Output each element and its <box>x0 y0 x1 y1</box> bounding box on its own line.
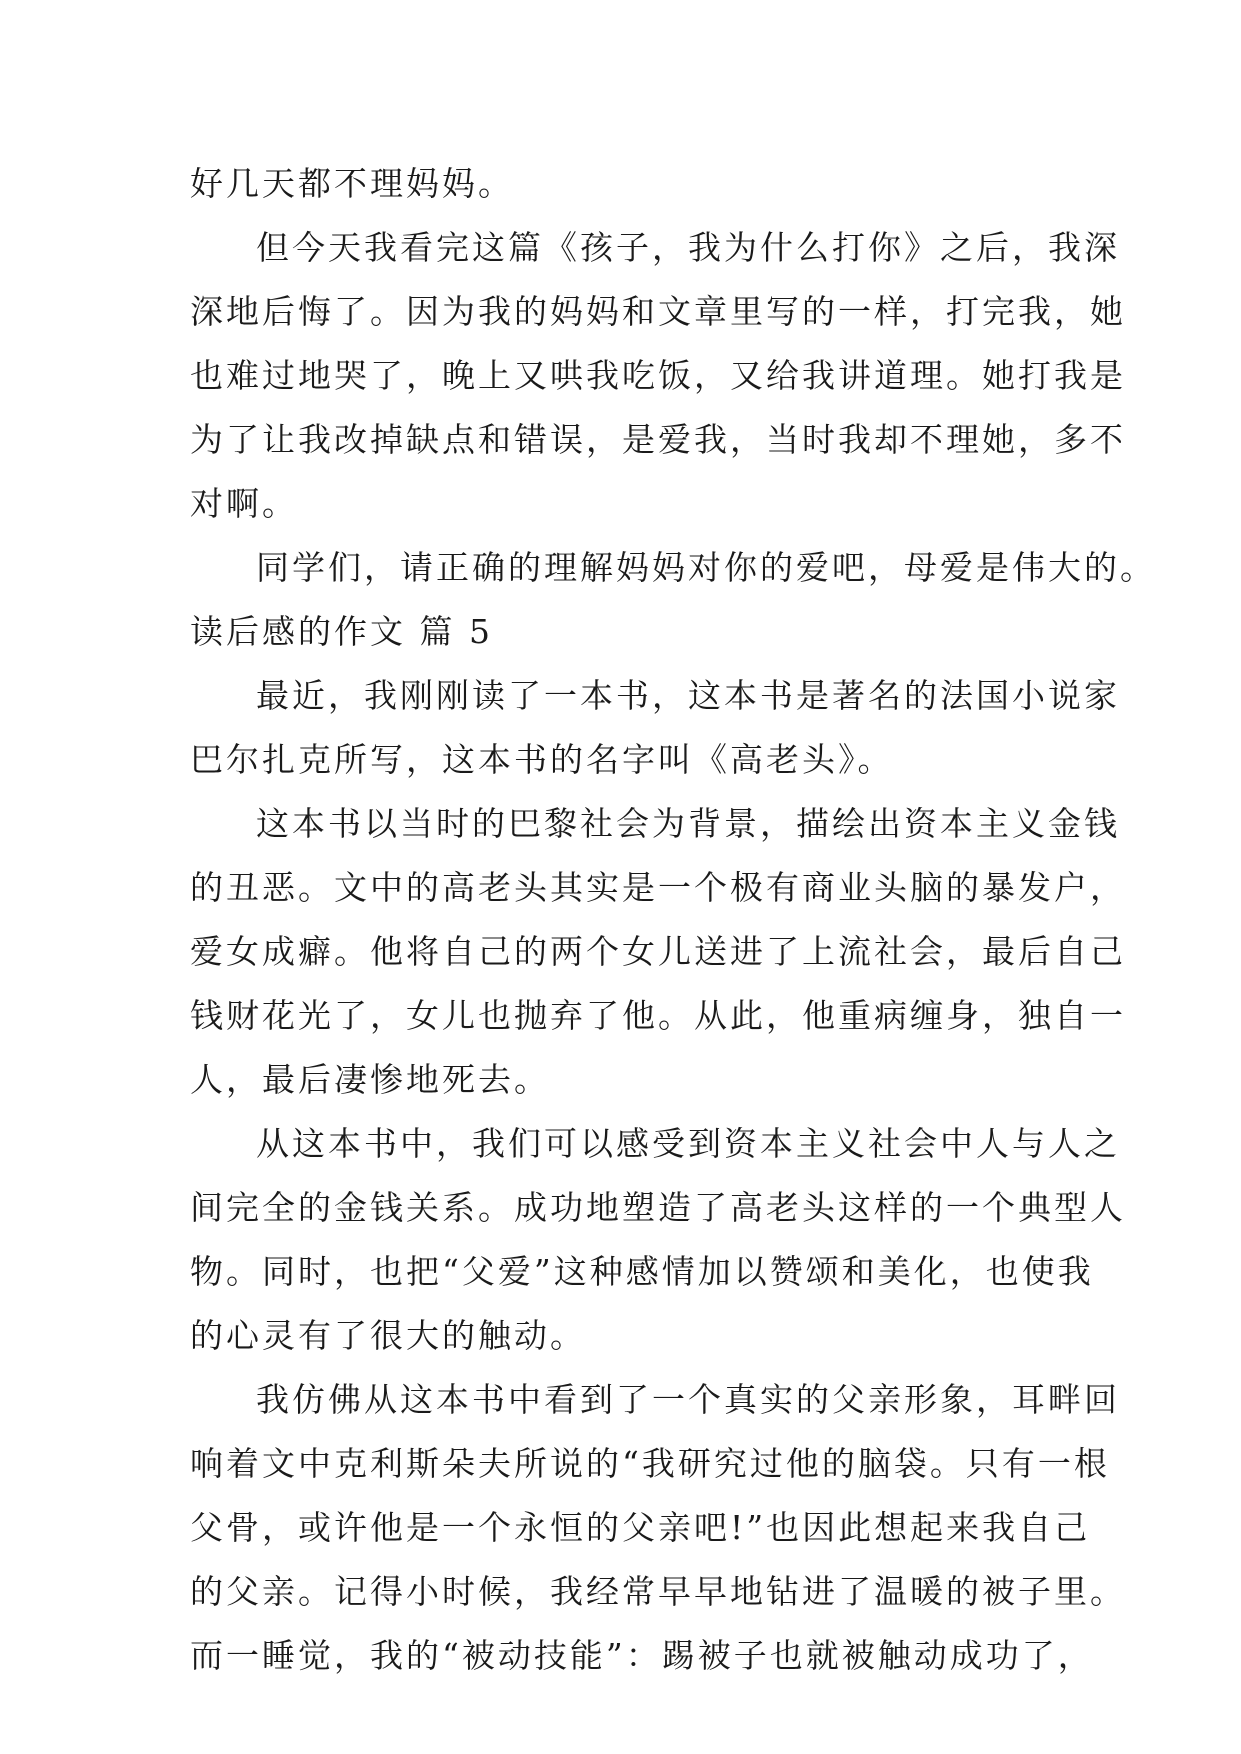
text-line: 爱女成癖。他将自己的两个女儿送进了上流社会，最后自己 <box>190 932 1126 971</box>
paragraph-start-line: 同学们，请正确的理解妈妈对你的爱吧，母爱是伟大的。 <box>256 548 1156 587</box>
text-line: 钱财花光了，女儿也抛弃了他。从此，他重病缠身，独自一 <box>190 996 1126 1035</box>
text-line: 物。同时，也把“父爱”这种感情加以赞颂和美化，也使我 <box>190 1252 1094 1291</box>
text-line: 父骨，或许他是一个永恒的父亲吧!”也因此想起来我自己 <box>190 1508 1091 1547</box>
text-line: 深地后悔了。因为我的妈妈和文章里写的一样，打完我，她 <box>190 292 1126 331</box>
section-heading: 读后感的作文 篇 5 <box>190 612 493 651</box>
text-line: 也难过地哭了，晚上又哄我吃饭，又给我讲道理。她打我是 <box>190 356 1126 395</box>
text-line: 的丑恶。文中的高老头其实是一个极有商业头脑的暴发户， <box>190 868 1126 907</box>
paragraph-start-line: 从这本书中，我们可以感受到资本主义社会中人与人之 <box>256 1124 1120 1163</box>
document-body <box>190 152 1156 1688</box>
text-line: 响着文中克利斯朵夫所说的“我研究过他的脑袋。只有一根 <box>190 1444 1110 1483</box>
paragraph-start-line: 我仿佛从这本书中看到了一个真实的父亲形象，耳畔回 <box>256 1380 1120 1419</box>
text-line: 而一睡觉，我的“被动技能”：踢被子也就被触动成功了， <box>190 1636 1094 1675</box>
text-line: 巴尔扎克所写，这本书的名字叫《高老头》。 <box>190 740 894 779</box>
paragraph-start-line: 最近，我刚刚读了一本书，这本书是著名的法国小说家 <box>256 676 1120 715</box>
text-line: 间完全的金钱关系。成功地塑造了高老头这样的一个典型人 <box>190 1188 1126 1227</box>
text-line: 的父亲。记得小时候，我经常早早地钻进了温暖的被子里。 <box>190 1572 1126 1611</box>
text-line: 的心灵有了很大的触动。 <box>190 1316 586 1355</box>
text-line: 好几天都不理妈妈。 <box>190 164 514 203</box>
text-line: 人，最后凄惨地死去。 <box>190 1060 550 1099</box>
paragraph-start-line: 但今天我看完这篇《孩子，我为什么打你》之后，我深 <box>256 228 1120 267</box>
paragraph-start-line: 这本书以当时的巴黎社会为背景，描绘出资本主义金钱 <box>256 804 1120 843</box>
text-line: 为了让我改掉缺点和错误，是爱我，当时我却不理她，多不 <box>190 420 1126 459</box>
text-line: 对啊。 <box>190 484 298 523</box>
